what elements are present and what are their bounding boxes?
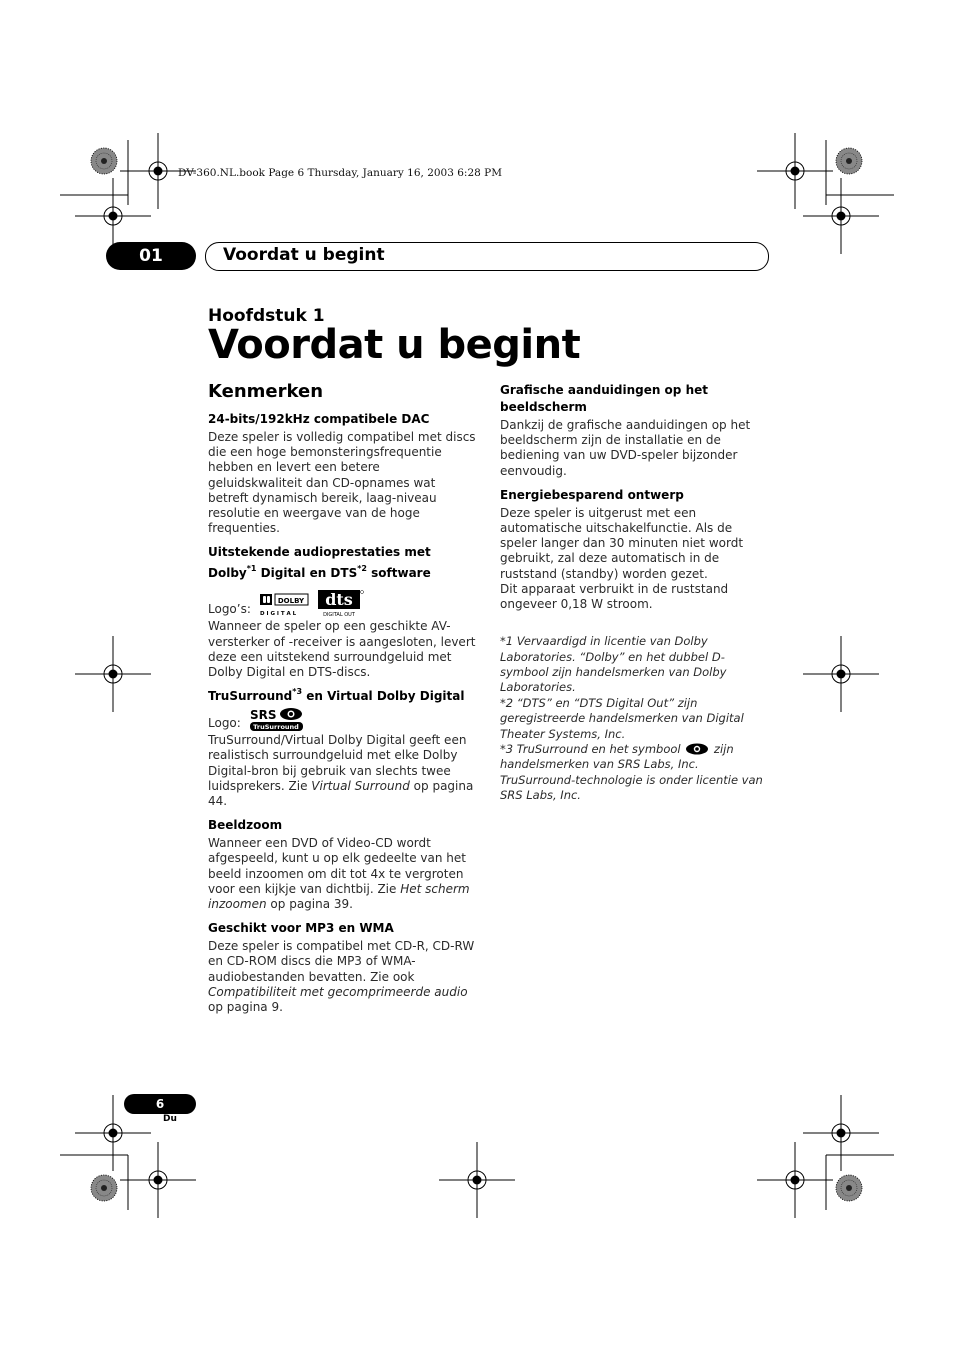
- dac-text: Deze speler is volledig compatibel met discs die een hoge bemonsteringsfrequentie hebben en levert een betere geluidskwaliteit dan CD-opnames wat betreft dynamisch bereik, laag-niveau resolutie en weergave van de hoge frequenties.: [208, 430, 476, 536]
- page-title: Voordat u begint: [208, 322, 581, 368]
- chapter-title-bar: [205, 242, 769, 271]
- srs-symbol-icon: [684, 743, 710, 755]
- energy-text-2: Dit apparaat verbruikt in de ruststand ongeveer 0,18 W stroom.: [500, 581, 729, 612]
- trusurround-text: TruSurround/Virtual Dolby Digital geeft een realistisch surroundgeluid met elke Dolby Digital-bron bij gebruik van slechts twee luidsprekers. Zie Virtual Surround op pagina 44.: [208, 733, 474, 809]
- chapter-title: Voordat u begint: [223, 245, 385, 265]
- footnote-3-cont: TruSurround-technologie is onder licentie van SRS Labs, Inc.: [500, 772, 763, 803]
- registration-cross-icon: [439, 1142, 515, 1218]
- energy-text-1: Deze speler is uitgerust met een automatische uitschakelfunctie. Als de speler langer dan 30 minuten niet wordt gebruikt, zal deze automatisch in de ruststand (standby) worden gezet.: [500, 505, 744, 581]
- language-code: Du: [163, 1114, 177, 1124]
- logo-label: Logo:: [208, 716, 241, 731]
- registration-star-icon: [91, 1175, 117, 1201]
- registration-cross-icon: [75, 636, 151, 712]
- svg-text:SRS: SRS: [249, 708, 277, 723]
- osd-heading: Grafische aanduidingen op het beeldscherm: [500, 383, 708, 414]
- footnotes: [500, 634, 768, 803]
- zoom-heading: Beeldzoom: [208, 818, 283, 833]
- registration-cross-icon: [803, 178, 879, 254]
- registration-star-icon: [91, 148, 117, 174]
- trusurround-heading: TruSurround$^{*3}$ en Virtual Dolby Digital: [208, 687, 465, 704]
- mp3-heading: Geschikt voor MP3 en WMA: [208, 921, 394, 936]
- dts-digital-out-logo: [317, 589, 365, 617]
- svg-text:DIGITAL OUT: DIGITAL OUT: [322, 612, 355, 618]
- registration-star-icon: [836, 1175, 862, 1201]
- right-column: [500, 382, 768, 804]
- hoofdstuk-label: Hoofdstuk 1: [208, 306, 325, 326]
- registration-cross-icon: [803, 636, 879, 712]
- dolby-digital-logo: [259, 593, 309, 617]
- registration-star-icon: [836, 148, 862, 174]
- audio-text: Wanneer de speler op een geschikte AV-versterker of -receiver is aangesloten, levert deze een uitstekend surroundgeluid met Dolby Digital en DTS-discs.: [208, 619, 476, 680]
- svg-text:D I G I T A L: D I G I T A L: [259, 611, 297, 618]
- svg-text:TruSurround: TruSurround: [253, 723, 299, 732]
- logos-label: Logo’s:: [208, 602, 251, 617]
- page-number-badge: 6: [124, 1094, 196, 1114]
- footnote-2: *2 “DTS” en “DTS Digital Out” zijn geregistreerde handelsmerken van Digital Theater Systems, Inc.: [500, 695, 744, 741]
- footnote-3: *3 TruSurround en het symbool zijn handelsmerken van SRS Labs, Inc.: [500, 742, 734, 772]
- svg-text:dts: dts: [325, 590, 353, 610]
- srs-trusurround-logo: [249, 707, 305, 731]
- chapter-number-badge: 01: [106, 242, 196, 270]
- section-title: Kenmerken: [208, 381, 324, 402]
- osd-text: Dankzij de grafische aanduidingen op het beeldscherm zijn de installatie en de bediening van uw DVD-speler bijzonder eenvoudig.: [500, 418, 751, 478]
- registration-cross-icon: [757, 133, 833, 209]
- footnote-1: *1 Vervaardigd in licentie van Dolby Laboratories. “Dolby” en het dubbel D-symbool zijn handelsmerken van Dolby Laboratories.: [500, 634, 727, 695]
- registration-cross-icon: [120, 1142, 196, 1218]
- left-column: [208, 411, 476, 1023]
- audio-logos: [208, 589, 476, 617]
- book-info-line: DV-360.NL.book Page 6 Thursday, January 16, 2003 6:28 PM: [178, 167, 502, 179]
- zoom-text: Wanneer een DVD of Video-CD wordt afgespeeld, kunt u op elk gedeelte van het beeld inzoomen om dit tot 4x te vergroten voor een kijkje van dichtbij. Zie Het scherm inzoomen op pagina 39.: [208, 836, 470, 912]
- dac-heading: 24-bits/192kHz compatibele DAC: [208, 412, 430, 426]
- energy-heading: Energiebesparend ontwerp: [500, 487, 684, 502]
- audio-heading: Uitstekende audioprestaties met Dolby$^{*1}$ Digital en DTS$^{*2}$ software: [208, 545, 431, 581]
- mp3-text: Deze speler is compatibel met CD-R, CD-RW en CD-ROM discs die MP3 of WMA-audiobestanden bevatten. Zie ook Compatibiliteit met gecomprimeerde audio op pagina 9.: [208, 939, 475, 1015]
- registration-cross-icon: [803, 1095, 879, 1171]
- registration-cross-icon: [757, 1142, 833, 1218]
- svg-text:DOLBY: DOLBY: [277, 597, 305, 606]
- srs-logo-row: [208, 707, 476, 731]
